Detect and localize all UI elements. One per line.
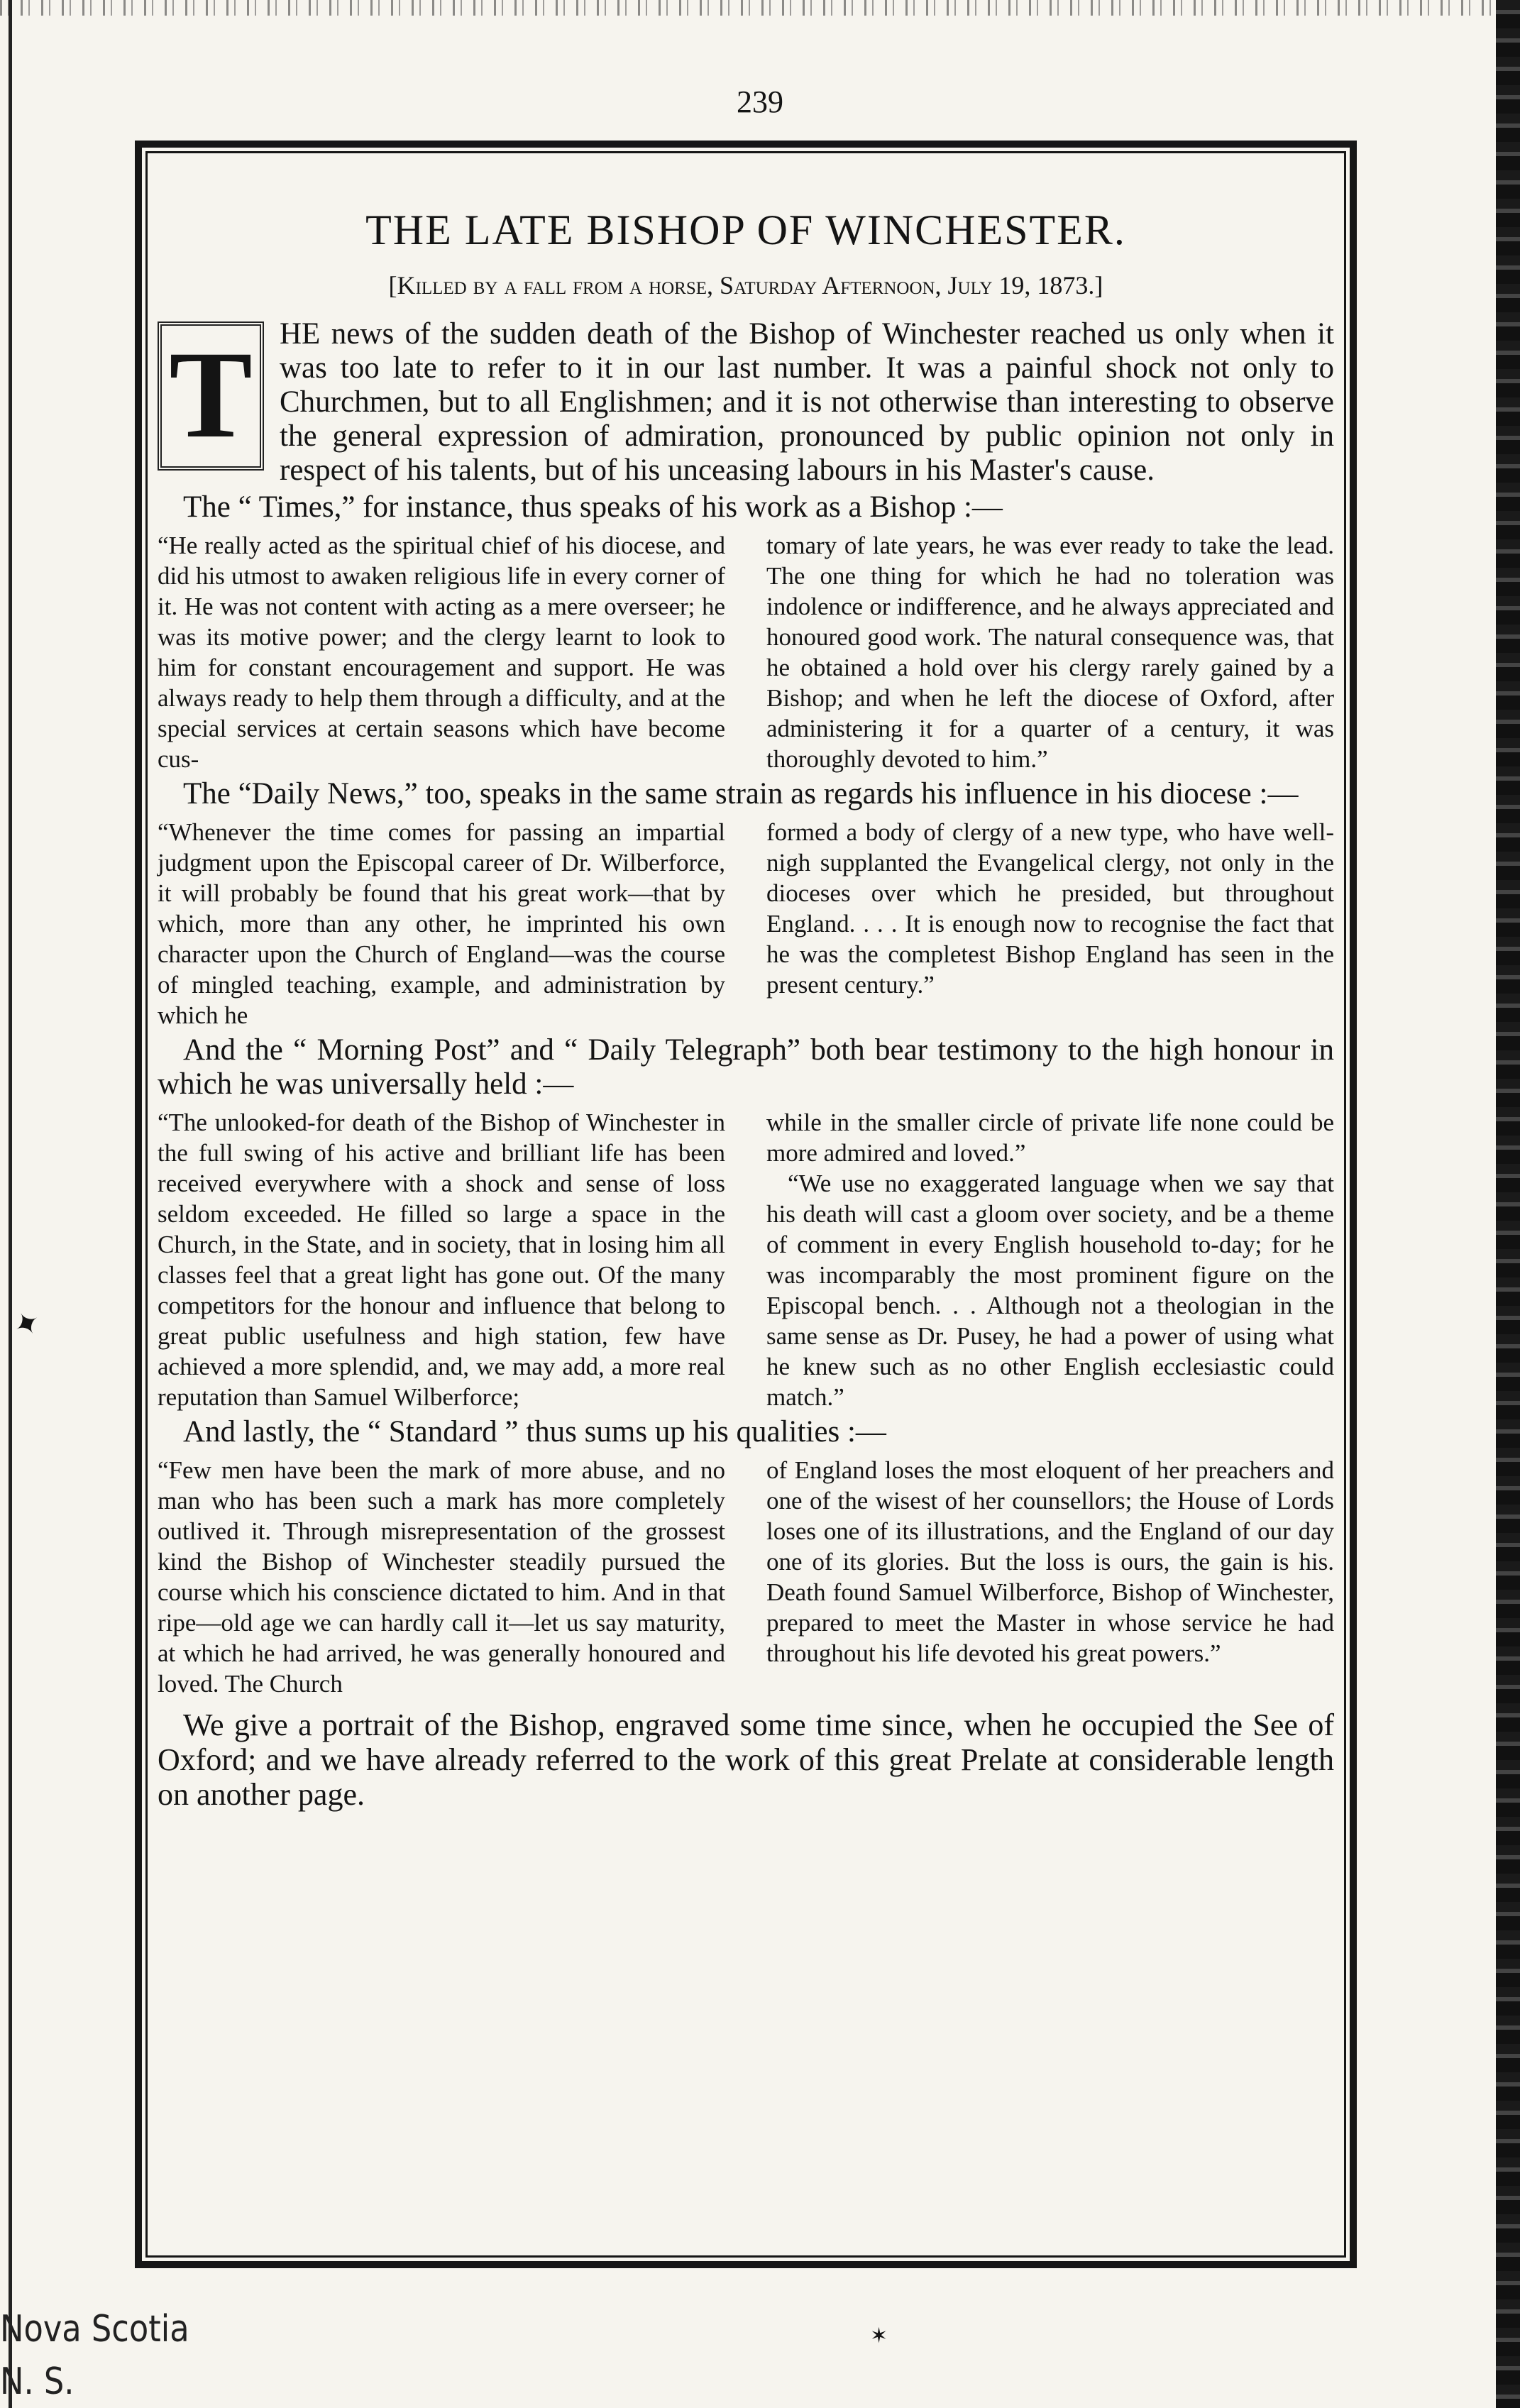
quote-column-left: “Few men have been the mark of more abuse, and no man who has been such a mark has more completely outlived it. Through misrepresentation of the grossest kind the Bishop of Winchester steadily pursued the course which his conscience dictated to him. And in that ripe—old age we can hardly call it—let us say maturity, at which he had arrived, he was generally honoured and loved. The Church bbox=[158, 1456, 725, 1698]
scan-left-edge bbox=[9, 0, 12, 2408]
section-lead-daily-news: The “Daily News,” too, speaks in the same strain as regards his influence in his diocese :— bbox=[183, 777, 1299, 810]
scan-right-edge bbox=[1496, 0, 1520, 2408]
article-title: THE LATE BISHOP OF WINCHESTER. bbox=[365, 207, 1126, 253]
closing-paragraph: We give a portrait of the Bishop, engraved some time since, when he occupied the See of Oxford; and we have already referred to the work of this great Prelate at considerable length on another page. bbox=[158, 1708, 1334, 1812]
handwritten-line-1: Nova Scotia bbox=[0, 2308, 189, 2351]
article-subtitle: [Killed by a fall from a horse, Saturday Afternoon, July 19, 1873.] bbox=[388, 271, 1103, 299]
intro-text: HE news of the sudden death of the Bishop of Winchester reached us only when it was too late to refer to it in our last number. It was a painful shock not only to Churchmen, but to all Englishmen; and it is not otherwise than interesting to observe the general expression of admiration, pronounced by public opinion not only in respect of his talents, but of his unceasing labours in his Master's cause. bbox=[280, 317, 1334, 487]
quote-column-left: “He really acted as the spiritual chief of his diocese, and did his utmost to awaken religious life in every corner of it. He was not content with acting as a mere overseer; he was its motive power; and the clergy learnt to look to him for constant encouragement and support. He was always ready to help them through a difficulty, and at the special services at certain seasons which have become cus- bbox=[158, 532, 725, 773]
bottom-mark: ✶ bbox=[870, 2324, 888, 2348]
section-lead-standard: And lastly, the “ Standard ” thus sums up his qualities :— bbox=[183, 1415, 886, 1448]
quote-daily-news bbox=[158, 817, 1334, 1030]
quote-morning-post bbox=[158, 1107, 1334, 1412]
quote-column-right: of England loses the most eloquent of her preachers and one of the wisest of her counsellors; the House of Lords loses one of its illustrations, and the England of our day one of its glories. But the loss is ours, the gain is his. Death found Samuel Wilberforce, Bishop of Winchester, prepared to meet the Master in whose service he had throughout his life devoted his great powers.” bbox=[766, 1456, 1334, 1667]
page-number: 239 bbox=[737, 84, 783, 119]
handwritten-note bbox=[0, 2303, 189, 2408]
quote-column-right: formed a body of clergy of a new type, who have well-nigh supplanted the Evangelical clergy, not only in the dioceses over which he presided, but throughout England. . . . It is enough now to recognise the fact that he was the completest Bishop England has seen in the present century.” bbox=[766, 818, 1334, 999]
section-lead-morning-post: And the “ Morning Post” and “ Daily Telegraph” both bear testimony to the high honour in which he was universally held :— bbox=[158, 1033, 1334, 1101]
section-lead-times: The “ Times,” for instance, thus speaks of his work as a Bishop :— bbox=[183, 490, 1003, 524]
quote-column-right: tomary of late years, he was ever ready to take the lead. The one thing for which he had no toleration was indolence or indifference, and he always appreciated and honoured good work. The natural consequence was, that he obtained a hold over his clergy rarely gained by a Bishop; and when he left the diocese of Oxford, after administering it for a quarter of a century, it was thoroughly devoted to him.” bbox=[766, 532, 1334, 773]
quote-standard bbox=[158, 1455, 1334, 1699]
telegraph-quote: “We use no exaggerated language when we say that his death will cast a gloom over society, and be a theme of comment in every English household to-day; for he was incomparably the most prominent figure on the Episcopal bench. . . Although not a theologian in the same sense as Dr. Pusey, he had a power of using what he knew such as no other English ecclesiastic could match.” bbox=[766, 1170, 1334, 1411]
quote-column-right: while in the smaller circle of private life none could be more admired and loved.” “We use no exaggerated language when we say that his death will cast a gloom over society, and be a theme of comment in every English household to-day; for he was incomparably the most prominent figure on the Episcopal bench. . . Although not a theologian in the same sense as Dr. Pusey, he had a power of using what he knew such as no other English ecclesiastic could match.” bbox=[766, 1109, 1334, 1411]
drop-cap: T bbox=[158, 321, 264, 471]
quote-times bbox=[158, 530, 1334, 774]
handwritten-line-2: N. S. bbox=[0, 2360, 75, 2403]
margin-mark: ✦ bbox=[4, 1304, 48, 1344]
intro-paragraph bbox=[158, 317, 1334, 488]
scan-top-noise bbox=[0, 0, 1520, 16]
quote-column-left: “Whenever the time comes for passing an impartial judgment upon the Episcopal career of Dr. Wilberforce, it will probably be found that his great work—that by which, more than any other, he imprinted his own character upon the Church of England—was the course of mingled teaching, example, and administration by which he bbox=[158, 818, 725, 1029]
article-content bbox=[158, 163, 1334, 1812]
quote-column-left: “The unlooked-for death of the Bishop of Winchester in the full swing of his active and brilliant life has been received everywhere with a shock and sense of loss seldom exceeded. He filled so large a space in the Church, in the State, and in society, that in losing him all classes feel that a great light has gone out. Of the many competitors for the honour and influence that belong to great public usefulness and high station, few have achieved a more splendid, and, we may add, a more real reputation than Samuel Wilberforce; bbox=[158, 1109, 725, 1411]
